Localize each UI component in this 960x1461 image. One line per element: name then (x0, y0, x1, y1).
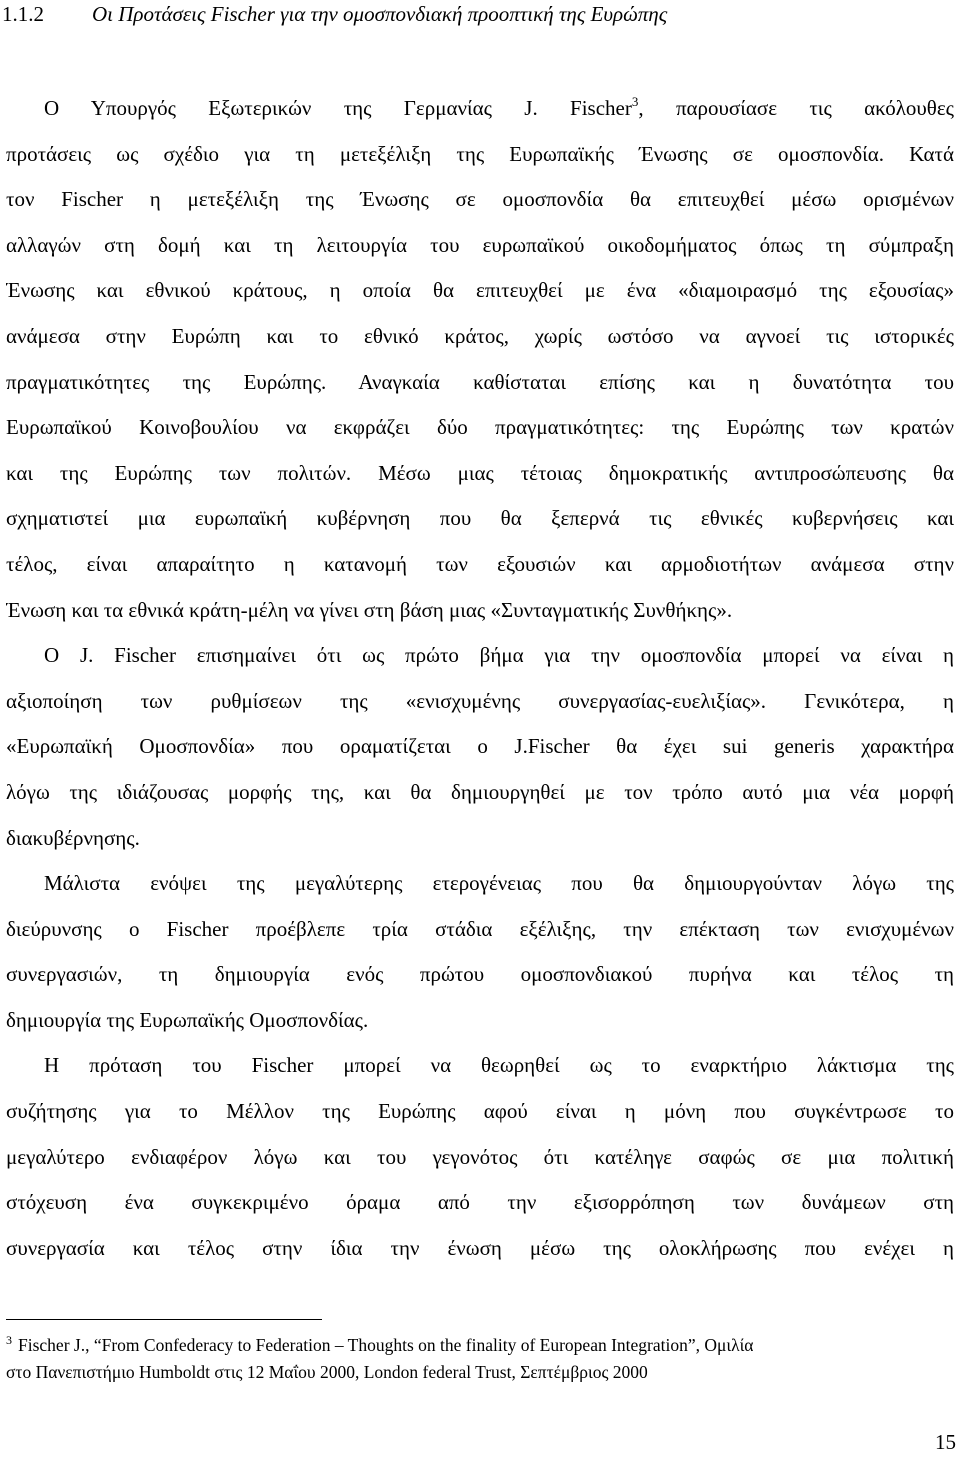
paragraph-3-line: δημιουργία της Ευρωπαϊκής Ομοσπονδίας. (6, 1007, 369, 1032)
paragraph-2-line: διακυβέρνησης. (6, 825, 140, 850)
paragraph-1-line: Ένωσης και εθνικού κράτους, η οποία θα επιτευχθεί με ένα «διαμοιρασμό της εξουσίας» (6, 278, 954, 303)
paragraph-4-line: μεγαλύτερο ενδιαφέρον λόγω και του γεγονότος ότι κατέληγε σαφώς σε μια πολιτική (6, 1144, 954, 1169)
paragraph-1-line: πραγματικότητες της Ευρώπης. Αναγκαία καθίσταται επίσης και η δυνατότητα του (6, 369, 954, 394)
paragraph-4-line: στόχευση ένα συγκεκριμένο όραμα από την εξισορρόπηση των δυνάμεων στη (6, 1190, 954, 1215)
section-number: 1.1.2 (2, 2, 44, 26)
footnote-separator (6, 1319, 322, 1320)
paragraph-2-line: αξιοποίηση των ρυθμίσεων της «ενισχυμένης συνεργασίας-ευελιξίας». Γενικότερα, η (6, 688, 954, 713)
paragraph-1-line-1 (6, 86, 954, 132)
paragraph-2-line: Ο J. Fischer επισημαίνει ότι ως πρώτο βήμα για την ομοσπονδία μπορεί να είναι η (44, 643, 954, 668)
paragraph-2-line: «Ευρωπαϊκή Ομοσπονδία» που οραματίζεται ο J.Fischer θα έχει sui generis χαρακτήρα (6, 734, 954, 759)
paragraph-1-line: αλλαγών στη δομή και τη λειτουργία του ευρωπαϊκού οικοδομήματος όπως τη σύμπραξη (6, 232, 954, 257)
paragraph-1-line: ανάμεσα στην Ευρώπη και το εθνικό κράτος, χωρίς ωστόσο να αγνοεί τις ιστορικές (6, 323, 954, 348)
paragraph-2-line: λόγω της ιδιάζουσας μορφής της, και θα δημιουργηθεί με τον τρόπο αυτό μια νέα μορφή (6, 779, 954, 804)
footnote-line-1 (6, 1332, 954, 1359)
paragraph-1-line: σχηματιστεί μια ευρωπαϊκή κυβέρνηση που θα ξεπερνά τις εθνικές κυβερνήσεις και (6, 506, 954, 531)
body-text (6, 86, 954, 1271)
paragraph-4-line: Η πρόταση του Fischer μπορεί να θεωρηθεί ως το εναρκτήριο λάκτισμα της (44, 1053, 954, 1078)
paragraph-1-line: Ένωση και τα εθνικά κράτη-μέλη να γίνει στη βάση μιας «Συνταγματικής Συνθήκης». (6, 597, 733, 622)
page-number: 15 (935, 1430, 956, 1454)
paragraph-4-line: συζήτησης για το Μέλλον της Ευρώπης αφού είναι η μόνη που συγκέντρωσε το (6, 1099, 954, 1124)
text-run: , παρουσίασε τις ακόλουθες (638, 96, 954, 120)
paragraph-3-line: διεύρυνσης ο Fischer προέβλεπε τρία στάδια εξέλιξης, την επέκταση των ενισχυμένων (6, 916, 954, 941)
paragraph-4-line: συνεργασία και τέλος στην ίδια την ένωση μέσω της ολοκλήρωσης που ενέχει η (6, 1235, 954, 1260)
text-run: Ο Υπουργός Εξωτερικών της Γερμανίας J. Fischer (44, 96, 632, 120)
footnote-text: Fischer J., “From Confederacy to Federation – Thoughts on the finality of European Integration”, Ομιλία (18, 1335, 754, 1355)
paragraph-1-line: τον Fischer η μετεξέλιξη της Ένωσης σε ομοσπονδία θα επιτευχθεί μέσω ορισμένων (6, 187, 954, 212)
section-heading (2, 0, 952, 28)
paragraph-1-line: προτάσεις ως σχέδιο για τη μετεξέλιξη της Ευρωπαϊκής Ένωσης σε ομοσπονδία. Κατά (6, 141, 954, 166)
paragraph-1-line: και της Ευρώπης των πολιτών. Μέσω μιας τέτοιας δημοκρατικής αντιπροσώπευσης θα (6, 460, 954, 485)
section-title: Οι Προτάσεις Fischer για την ομοσπονδιακή προοπτική της Ευρώπης (92, 2, 668, 26)
footnote-line-2: στο Πανεπιστήμιο Humboldt στις 12 Μαΐου 2000, London federal Trust, Σεπτέμβριος 2000 (6, 1362, 648, 1382)
paragraph-3-line: Μάλιστα ενόψει της μεγαλύτερης ετερογένειας που θα δημιουργούνταν λόγω της (44, 871, 954, 896)
footnote-marker: 3 (6, 1333, 12, 1347)
paragraph-1-line: Ευρωπαϊκού Κοινοβουλίου να εκφράζει δύο πραγματικότητες: της Ευρώπης των κρατών (6, 415, 954, 440)
paragraph-3-line: συνεργασιών, τη δημιουργία ενός πρώτου ομοσπονδιακού πυρήνα και τέλος τη (6, 962, 954, 987)
footnote (6, 1332, 954, 1386)
paragraph-1-line: τέλος, είναι απαραίτητο η κατανομή των εξουσιών και αρμοδιοτήτων ανάμεσα στην (6, 551, 954, 576)
footnote-reference: 3 (631, 94, 639, 109)
